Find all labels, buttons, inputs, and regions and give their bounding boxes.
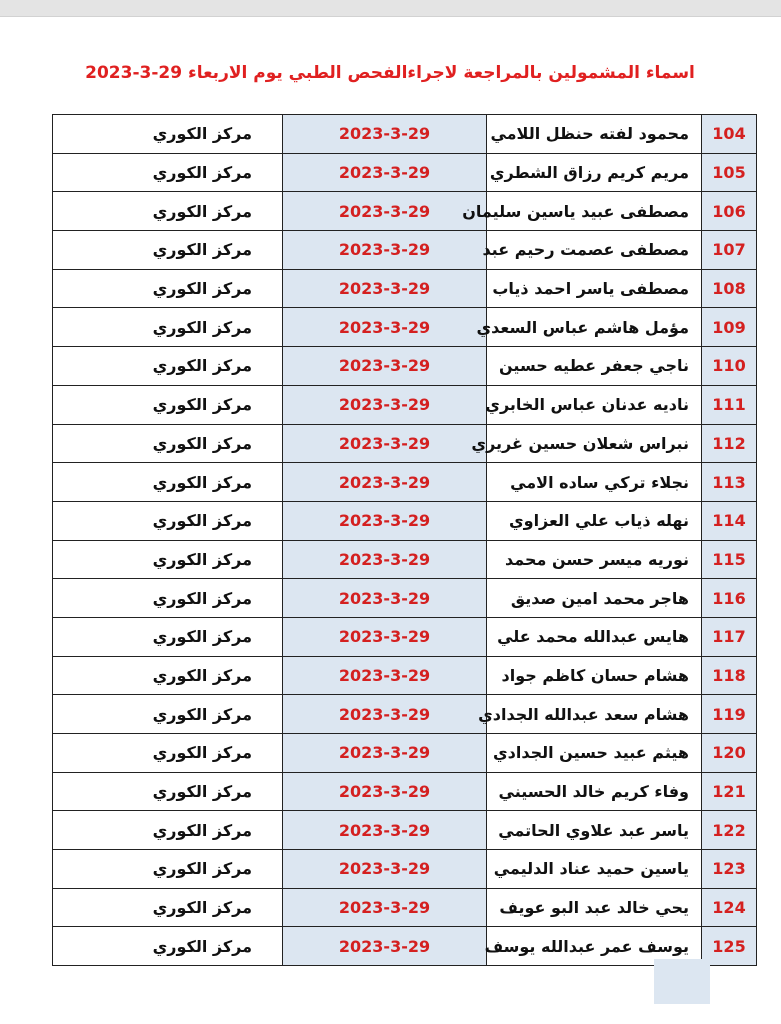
exam-date: 2023-3-29: [283, 695, 487, 734]
exam-date: 2023-3-29: [283, 269, 487, 308]
person-name: ناجي جعفر عطيه حسين: [487, 347, 702, 386]
person-name: ياسر عبد علاوي الحاتمي: [487, 811, 702, 850]
exam-center: مركز الكوري: [53, 927, 283, 966]
exam-date: 2023-3-29: [283, 540, 487, 579]
person-name: نجلاء تركي ساده الامي: [487, 463, 702, 502]
table-row: [53, 734, 757, 773]
row-number: 104: [702, 115, 757, 154]
table-row: [53, 927, 757, 966]
table-row: [53, 153, 757, 192]
exam-center: مركز الكوري: [53, 269, 283, 308]
exam-date: 2023-3-29: [283, 927, 487, 966]
row-number: 108: [702, 269, 757, 308]
person-name: نبراس شعلان حسين غريري: [487, 424, 702, 463]
table-row: [53, 231, 757, 270]
exam-center: مركز الكوري: [53, 850, 283, 889]
row-number: 109: [702, 308, 757, 347]
exam-center: مركز الكوري: [53, 579, 283, 618]
exam-date: 2023-3-29: [283, 231, 487, 270]
top-bar: [0, 0, 781, 17]
exam-center: مركز الكوري: [53, 501, 283, 540]
person-name: ياسين حميد عناد الدليمي: [487, 850, 702, 889]
exam-center: مركز الكوري: [53, 347, 283, 386]
table-row: [53, 656, 757, 695]
examinee-table-grid: [52, 114, 757, 966]
exam-date: 2023-3-29: [283, 153, 487, 192]
table-row: [53, 115, 757, 154]
table-row: [53, 850, 757, 889]
exam-date: 2023-3-29: [283, 501, 487, 540]
row-number: 113: [702, 463, 757, 502]
exam-date: 2023-3-29: [283, 734, 487, 773]
row-number: 115: [702, 540, 757, 579]
exam-date: 2023-3-29: [283, 463, 487, 502]
person-name: نهله ذياب علي العزاوي: [487, 501, 702, 540]
row-number: 123: [702, 850, 757, 889]
exam-center: مركز الكوري: [53, 115, 283, 154]
row-number: 114: [702, 501, 757, 540]
person-name: ناديه عدنان عباس الخابري: [487, 385, 702, 424]
row-number: 116: [702, 579, 757, 618]
exam-center: مركز الكوري: [53, 231, 283, 270]
row-number: 118: [702, 656, 757, 695]
row-number: 105: [702, 153, 757, 192]
person-name: محمود لفته حنظل اللامي: [487, 115, 702, 154]
row-number: 117: [702, 617, 757, 656]
exam-date: 2023-3-29: [283, 617, 487, 656]
row-number: 112: [702, 424, 757, 463]
number-column-shading: [654, 959, 710, 1004]
table-row: [53, 579, 757, 618]
row-number: 119: [702, 695, 757, 734]
exam-date: 2023-3-29: [283, 850, 487, 889]
exam-center: مركز الكوري: [53, 888, 283, 927]
exam-center: مركز الكوري: [53, 617, 283, 656]
exam-date: 2023-3-29: [283, 888, 487, 927]
exam-date: 2023-3-29: [283, 192, 487, 231]
row-number: 122: [702, 811, 757, 850]
exam-date: 2023-3-29: [283, 347, 487, 386]
table-row: [53, 888, 757, 927]
exam-date: 2023-3-29: [283, 579, 487, 618]
row-number: 110: [702, 347, 757, 386]
exam-date: 2023-3-29: [283, 811, 487, 850]
exam-center: مركز الكوري: [53, 656, 283, 695]
exam-center: مركز الكوري: [53, 385, 283, 424]
exam-center: مركز الكوري: [53, 772, 283, 811]
exam-center: مركز الكوري: [53, 308, 283, 347]
exam-center: مركز الكوري: [53, 734, 283, 773]
person-name: نوريه ميسر حسن محمد: [487, 540, 702, 579]
table-row: [53, 772, 757, 811]
person-name: هيثم عبيد حسين الجدادي: [487, 734, 702, 773]
table-row: [53, 424, 757, 463]
person-name: مصطفى عبيد ياسين سليمان: [487, 192, 702, 231]
table-row: [53, 501, 757, 540]
table-row: [53, 347, 757, 386]
row-number: 124: [702, 888, 757, 927]
person-name: يحي خالد عبد البو عويف: [487, 888, 702, 927]
exam-date: 2023-3-29: [283, 772, 487, 811]
exam-date: 2023-3-29: [283, 115, 487, 154]
table-row: [53, 463, 757, 502]
person-name: مؤمل هاشم عباس السعدي: [487, 308, 702, 347]
person-name: مصطفى عصمت رحيم عبد: [487, 231, 702, 270]
exam-date: 2023-3-29: [283, 308, 487, 347]
table-row: [53, 269, 757, 308]
row-number: 107: [702, 231, 757, 270]
table-row: [53, 617, 757, 656]
row-number: 106: [702, 192, 757, 231]
exam-date: 2023-3-29: [283, 424, 487, 463]
table-row: [53, 695, 757, 734]
row-number: 120: [702, 734, 757, 773]
person-name: هشام حسان كاظم جواد: [487, 656, 702, 695]
examinee-table: [52, 114, 746, 966]
row-number: 111: [702, 385, 757, 424]
exam-center: مركز الكوري: [53, 811, 283, 850]
person-name: مصطفى ياسر احمد ذياب: [487, 269, 702, 308]
person-name: هايس عبدالله محمد علي: [487, 617, 702, 656]
person-name: وفاء كريم خالد الحسيني: [487, 772, 702, 811]
table-row: [53, 540, 757, 579]
exam-date: 2023-3-29: [283, 656, 487, 695]
exam-center: مركز الكوري: [53, 695, 283, 734]
exam-center: مركز الكوري: [53, 463, 283, 502]
table-row: [53, 192, 757, 231]
person-name: هشام سعد عبدالله الجدادي: [487, 695, 702, 734]
table-row: [53, 811, 757, 850]
exam-center: مركز الكوري: [53, 424, 283, 463]
exam-date: 2023-3-29: [283, 385, 487, 424]
row-number: 125: [702, 927, 757, 966]
person-name: مريم كريم رزاق الشطري: [487, 153, 702, 192]
exam-center: مركز الكوري: [53, 153, 283, 192]
row-number: 121: [702, 772, 757, 811]
exam-center: مركز الكوري: [53, 540, 283, 579]
table-row: [53, 308, 757, 347]
exam-center: مركز الكوري: [53, 192, 283, 231]
person-name: يوسف عمر عبدالله يوسف: [487, 927, 702, 966]
person-name: هاجر محمد امين صديق: [487, 579, 702, 618]
table-body: [53, 115, 757, 966]
page-title: اسماء المشمولين بالمراجعة لاجراءالفحص الطبي يوم الاربعاء 29-3-2023: [85, 63, 695, 83]
table-row: [53, 385, 757, 424]
